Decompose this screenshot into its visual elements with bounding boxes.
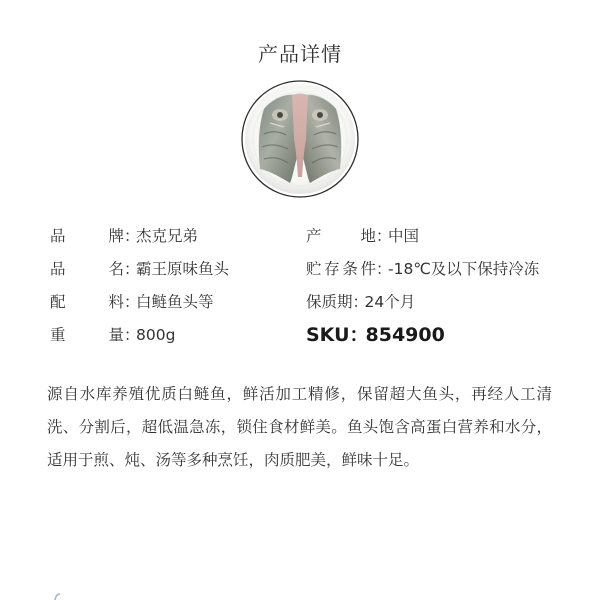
spec-row-storage [306, 257, 539, 279]
spec-label: 贮存条件 [306, 260, 376, 278]
spec-row-brand [50, 224, 198, 246]
spec-row-weight [50, 323, 175, 345]
spec-label: 品名 [50, 260, 124, 278]
spec-row-ingredients [50, 290, 214, 312]
product-description: 源自水库养殖优质白鲢鱼，鲜活加工精修，保留超大鱼头，再经人工清洗、分割后，超低温急冻，锁住食材鲜美。鱼头饱含高蛋白营养和水分，适用于煎、炖、汤等多种烹饪，肉质肥美，鲜味十足。 [47, 385, 552, 469]
spec-value: 白鲢鱼头等 [136, 293, 214, 311]
page-title: 产品详情 [258, 42, 342, 66]
spec-colon: ： [124, 227, 140, 245]
spec-colon: ： [124, 326, 140, 344]
spec-label: 重量 [50, 326, 124, 344]
spec-colon: ： [376, 260, 392, 278]
spec-row-name [50, 257, 229, 279]
spec-value: 800g [136, 326, 176, 344]
spec-row-origin [306, 224, 419, 246]
spec-value: -18℃及以下保持冷冻 [388, 260, 540, 278]
sku-label: SKU [306, 324, 350, 346]
sku-value: 854900 [365, 324, 445, 346]
spec-value: 24个月 [364, 293, 416, 311]
spec-colon: ： [349, 324, 369, 346]
spec-label: 品牌 [50, 227, 124, 245]
spec-value: 霸王原味鱼头 [136, 260, 230, 278]
spec-label: 产地 [306, 227, 376, 245]
spec-label: 保质期 [306, 293, 353, 311]
corner-mark-icon [54, 593, 62, 600]
spec-colon: ： [124, 293, 140, 311]
spec-row-shelf-life [306, 290, 415, 312]
spec-label: 配料 [50, 293, 124, 311]
spec-colon: ： [352, 293, 369, 311]
spec-colon: ： [376, 227, 392, 245]
spec-value: 杰克兄弟 [136, 227, 199, 245]
spec-row-sku [306, 320, 445, 347]
spec-colon: ： [124, 260, 140, 278]
spec-value: 中国 [388, 227, 420, 245]
